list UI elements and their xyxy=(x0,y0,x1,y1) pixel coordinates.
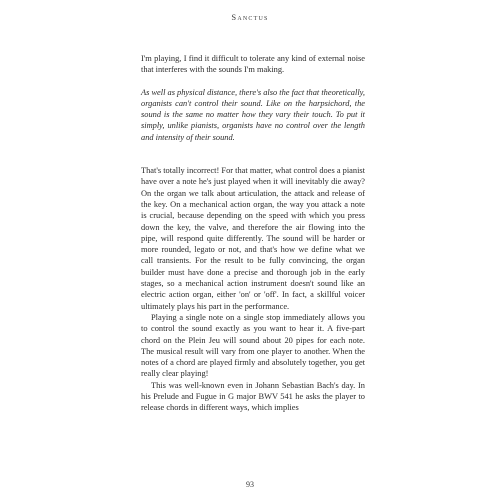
body-text xyxy=(141,53,365,414)
running-head: Sanctus xyxy=(231,12,269,22)
paragraph-answer-2: Playing a single note on a single stop immediately allows you to control the sound exactly as you want to hear it. A five-part chord on the Plein Jeu will sound about 20 pipes for each note. The musical result will vary from one player to another. When the notes of a chord are played firmly and absolutely together, you get really clear playing! xyxy=(141,312,365,379)
paragraph-answer-3: This was well-known even in Johann Sebastian Bach's day. In his Prelude and Fugue in G major BWV 541 he asks the player to release chords in different ways, which implies xyxy=(141,380,365,413)
paragraph-question: As well as physical distance, there's also the fact that theoretically, organists can't control their sound. Like on the harpsichord, the sound is the same no matter how they vary their touch. To put it simply, unlike pianists, organists have no control over the length and intensity of their sound. xyxy=(141,87,366,142)
page-number: 93 xyxy=(246,480,254,489)
paragraph-answer-1: That's totally incorrect! For that matter, what control does a pianist have over a note he's just played when it will inevitably die away? On the organ we talk about articulation, the attack and release of the key. On a mechanical action organ, the way you attack a note is crucial, because depending on the speed with which you press down the key, the valve, and therefore the air flowing into the pipe, will respond quite differently. The sound will be harder or more rounded, legato or not, and that's how we define what we call transients. For the result to be fully convincing, the organ builder must have done a precise and thorough job in the early stages, so a mechanical action instrument doesn't sound like an electric action organ, either 'on' or 'off'. In fact, a skillful voicer ultimately plays his part in the performance. xyxy=(141,166,365,311)
paragraph-answer-continued: I'm playing, I find it difficult to tolerate any kind of external noise that interferes with the sounds I'm making. xyxy=(141,54,365,75)
